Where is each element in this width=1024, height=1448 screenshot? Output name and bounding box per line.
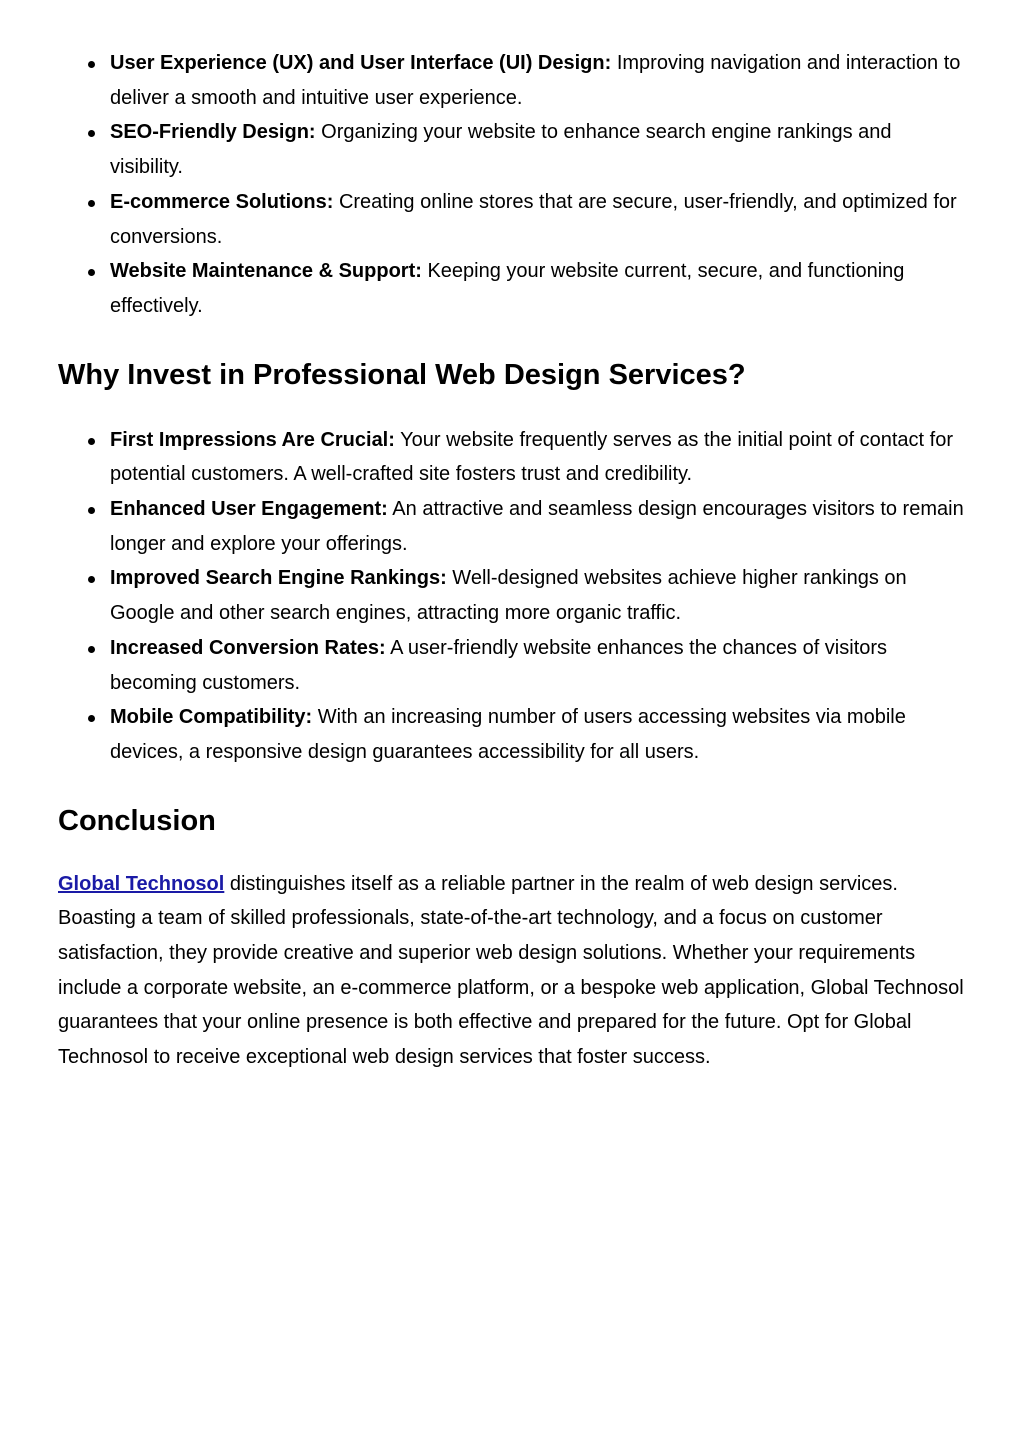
- why-invest-list: [58, 423, 970, 770]
- bullet-icon: [88, 576, 95, 583]
- list-item-label: Increased Conversion Rates:: [110, 636, 386, 659]
- list-item-text: Well-designed websites achieve higher rankings on Google and other search engines, attracting more organic traffic.: [110, 567, 907, 625]
- bullet-icon: [88, 438, 95, 445]
- list-item-label: Improved Search Engine Rankings:: [110, 567, 447, 590]
- list-item-label: E-commerce Solutions:: [110, 190, 334, 213]
- list-item-label: Website Maintenance & Support:: [110, 260, 422, 283]
- list-item-label: Mobile Compatibility:: [110, 706, 313, 729]
- list-item-text: An attractive and seamless design encourages visitors to remain longer and explore your offerings.: [110, 498, 964, 555]
- list-item: [58, 631, 970, 700]
- list-item-text: Your website frequently serves as the initial point of contact for potential customers. A well-crafted site fosters trust and credibility.: [110, 428, 954, 486]
- list-item-text: Creating online stores that are secure, user-friendly, and optimized for conversions.: [110, 190, 957, 248]
- why-invest-heading: Why Invest in Professional Web Design Services?: [58, 358, 746, 391]
- bullet-icon: [88, 61, 95, 68]
- list-item: [58, 492, 970, 561]
- list-item-label: SEO-Friendly Design:: [110, 121, 316, 144]
- bullet-icon: [88, 646, 95, 653]
- document-page: [58, 46, 970, 1075]
- services-list: [58, 46, 970, 324]
- list-item: [58, 561, 970, 630]
- list-item: [58, 46, 970, 115]
- conclusion-body-text: distinguishes itself as a reliable partner in the realm of web design services. Boasting a team of skilled professionals, state-of-the-art technology, and a focus on customer satisfaction, they provide creative and superior web design solutions. Whether your requirements include a corporate website, an e-commerce platform, or a bespoke web application, Global Technosol guarantees that your online presence is both effective and prepared for the future. Opt for Global Technosol to receive exceptional web design services that foster success.: [58, 872, 964, 1069]
- list-item-label: User Experience (UX) and User Interface (UI) Design:: [110, 52, 612, 74]
- list-item-text: Improving navigation and interaction to deliver a smooth and intuitive user experience.: [110, 52, 961, 109]
- list-item-text: With an increasing number of users accessing websites via mobile devices, a responsive design guarantees accessibility for all users.: [110, 706, 906, 763]
- list-item: [58, 423, 970, 492]
- conclusion-paragraph: [58, 867, 970, 1075]
- bullet-icon: [88, 507, 95, 514]
- bullet-icon: [88, 130, 95, 137]
- list-item: [58, 185, 970, 254]
- list-item-text: A user-friendly website enhances the chances of visitors becoming customers.: [110, 636, 888, 694]
- global-technosol-link[interactable]: Global Technosol: [58, 872, 225, 895]
- conclusion-heading: Conclusion: [58, 804, 216, 837]
- list-item-text: Keeping your website current, secure, and functioning effectively.: [110, 260, 905, 317]
- list-item: [58, 254, 970, 323]
- list-item: [58, 115, 970, 184]
- list-item: [58, 700, 970, 769]
- bullet-icon: [88, 269, 95, 276]
- list-item-text: Organizing your website to enhance search engine rankings and visibility.: [110, 121, 892, 179]
- bullet-icon: [88, 715, 95, 722]
- list-item-label: Enhanced User Engagement:: [110, 498, 388, 521]
- bullet-icon: [88, 200, 95, 207]
- list-item-label: First Impressions Are Crucial:: [110, 428, 395, 451]
